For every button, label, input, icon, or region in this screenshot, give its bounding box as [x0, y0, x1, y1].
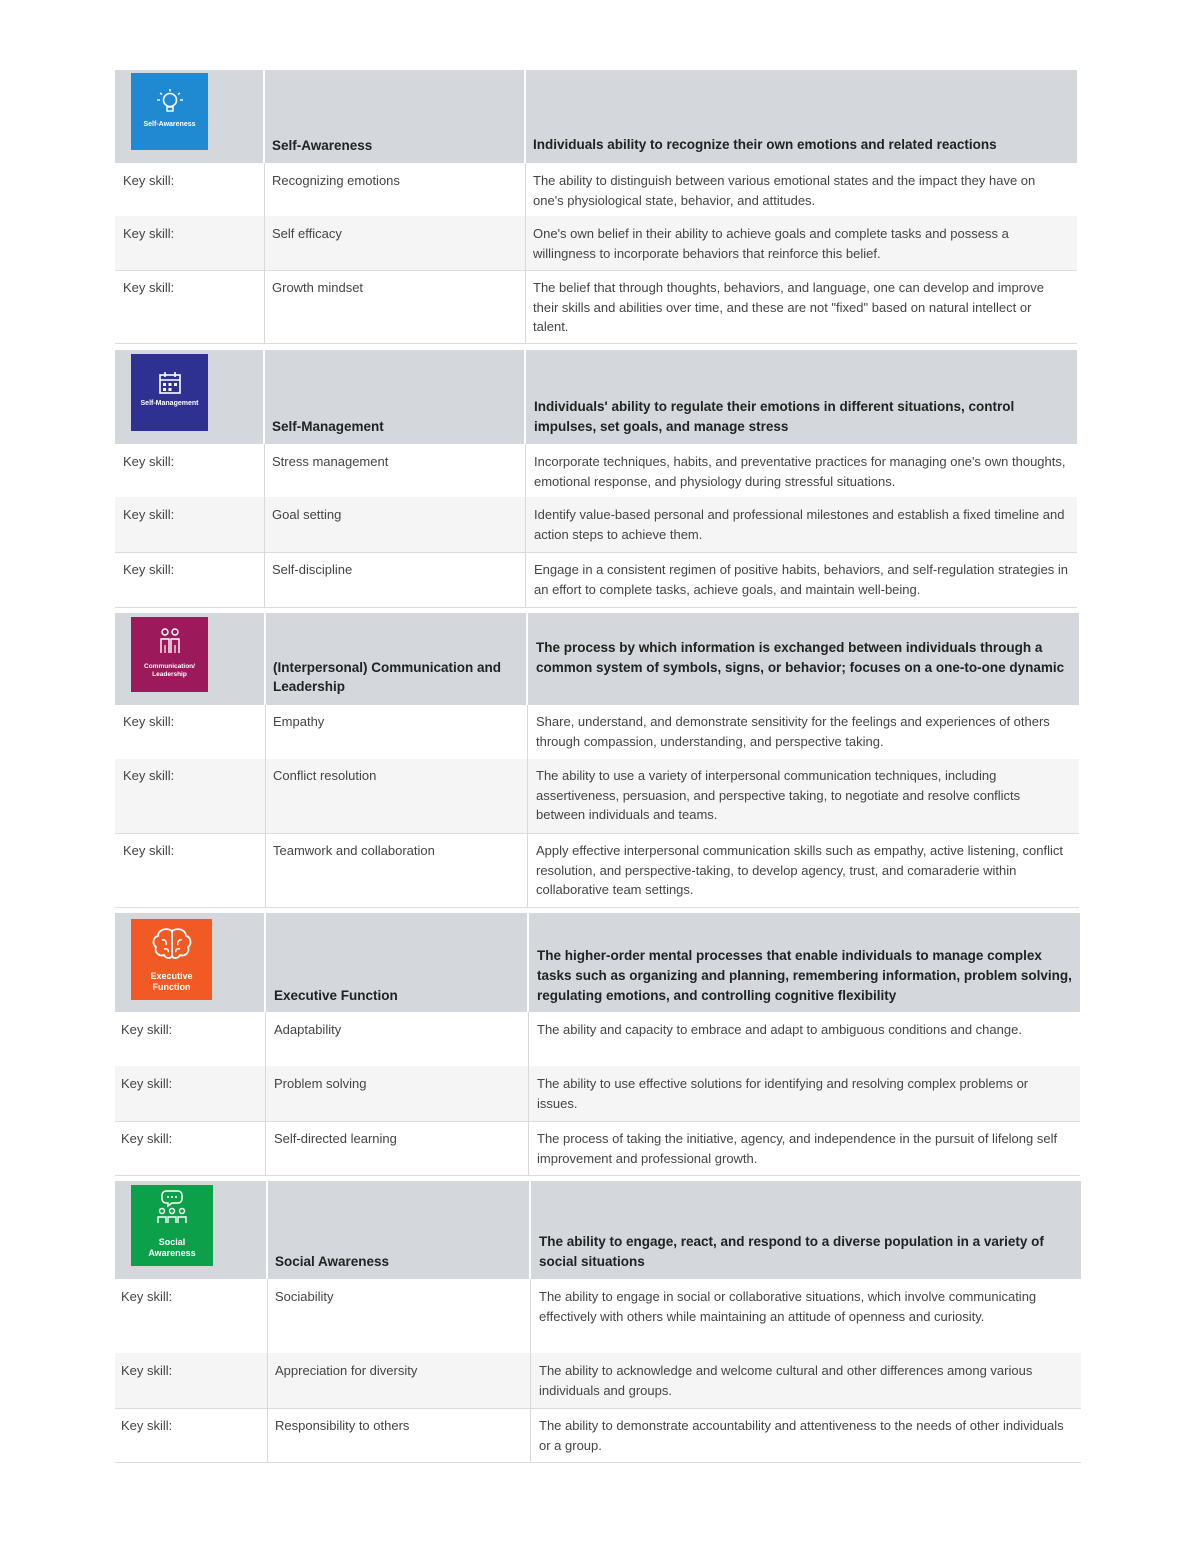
category-logo	[131, 1185, 213, 1266]
skill-name: Adaptability	[274, 1022, 342, 1037]
logo-caption: Self-Awareness	[143, 121, 196, 128]
skill-row	[115, 1066, 1080, 1122]
skill-row	[115, 552, 1077, 608]
key-skill-label: Key skill:	[123, 843, 175, 858]
category-logo	[131, 73, 208, 150]
category-name: (Interpersonal) Communication and Leadership	[273, 660, 502, 694]
skill-definition: One's own belief in their ability to achieve goals and complete tasks and possess a willingness to incorporate behaviors that reinforce this belief.	[533, 226, 1009, 261]
skill-name: Stress management	[272, 454, 389, 469]
key-skill-label: Key skill:	[121, 1418, 173, 1433]
logo-caption: Self-Management	[140, 400, 199, 407]
skill-definition: Apply effective interpersonal communication skills such as empathy, active listening, conflict resolution, and perspective-taking, to develop agency, trust, and comaraderie within collaborative team settings.	[536, 843, 1063, 897]
skill-name: Self-directed learning	[274, 1131, 397, 1146]
category-logo	[131, 919, 212, 1000]
skill-name: Conflict resolution	[273, 768, 377, 783]
category-name: Self-Awareness	[272, 138, 373, 153]
skill-row	[115, 270, 1077, 344]
category-name: Social Awareness	[275, 1254, 390, 1269]
skill-name: Problem solving	[274, 1076, 367, 1091]
category-description: Individuals ability to recognize their own emotions and related reactions	[533, 137, 997, 152]
group-chat-icon	[152, 1189, 192, 1237]
skill-definition: The ability to engage in social or collaborative situations, which involve communicating effectively with others while maintaining an attitude of openness and curiosity.	[539, 1289, 1037, 1324]
calendar-icon	[157, 370, 183, 396]
key-skill-label: Key skill:	[121, 1363, 173, 1378]
skill-row	[115, 759, 1079, 834]
skill-row	[115, 163, 1077, 217]
key-skill-label: Key skill:	[121, 1076, 173, 1091]
category-description: The ability to engage, react, and respond to a diverse population in a variety of social situations	[539, 1234, 1044, 1269]
key-skill-label: Key skill:	[123, 173, 175, 188]
key-skill-label: Key skill:	[123, 454, 175, 469]
key-skill-label: Key skill:	[123, 714, 175, 729]
skill-definition: The belief that through thoughts, behaviors, and language, one can develop and improve their skills and abilities over time, and these are not "fixed" based on natural intellect or talent.	[533, 280, 1044, 334]
skill-row	[115, 216, 1077, 271]
key-skill-label: Key skill:	[123, 768, 175, 783]
skill-row	[115, 1408, 1081, 1463]
skill-definition: The ability to use effective solutions for identifying and resolving complex problems or issues.	[537, 1076, 1029, 1111]
skill-row	[115, 1121, 1080, 1176]
logo-caption: Social Awareness	[148, 1237, 196, 1258]
key-skill-label: Key skill:	[121, 1289, 173, 1304]
skill-definition: Incorporate techniques, habits, and preventative practices for managing one's own thoughts, emotional response, and physiology during stressful situations.	[534, 454, 1066, 489]
skill-definition: Identify value-based personal and professional milestones and establish a fixed timeline and action steps to achieve them.	[534, 507, 1065, 542]
skill-definition: The ability to demonstrate accountability and attentiveness to the needs of other individuals or a group.	[539, 1418, 1064, 1453]
category-name: Self-Management	[272, 419, 384, 434]
logo-caption: Executive Function	[150, 971, 193, 992]
skill-name: Recognizing emotions	[272, 173, 400, 188]
skill-name: Self efficacy	[272, 226, 342, 241]
skill-definition: The ability to distinguish between various emotional states and the impact they have on one's physiological state, behavior, and attitudes.	[533, 173, 1036, 208]
skill-name: Responsibility to others	[275, 1418, 410, 1433]
skill-row	[115, 1353, 1081, 1409]
people-icon	[157, 627, 183, 657]
category-description: Individuals' ability to regulate their emotions in different situations, control impulses, set goals, and manage stress	[534, 399, 1015, 434]
logo-caption: Communication/ Leadership	[144, 663, 195, 678]
skill-definition: The process of taking the initiative, agency, and independence in the pursuit of lifelong self improvement and professional growth.	[537, 1131, 1058, 1166]
skill-name: Goal setting	[272, 507, 342, 522]
skill-definition: Share, understand, and demonstrate sensitivity for the feelings and experiences of others through compassion, understanding, and perspective taking.	[536, 714, 1050, 749]
skill-row	[115, 444, 1077, 498]
skill-name: Sociability	[275, 1289, 334, 1304]
category-description: The process by which information is exchanged between individuals through a common system of symbols, signs, or behavior; focuses on a one-to-one dynamic	[536, 640, 1065, 675]
category-description: The higher-order mental processes that enable individuals to manage complex tasks such as organizing and planning, remembering information, problem solving, regulating emotions, and controlling cognitive flexibility	[537, 948, 1072, 1003]
skill-name: Growth mindset	[272, 280, 364, 295]
skill-row	[115, 833, 1079, 908]
skill-row	[115, 1279, 1081, 1354]
key-skill-label: Key skill:	[123, 562, 175, 577]
brain-icon	[150, 927, 194, 963]
skill-definition: The ability and capacity to embrace and adapt to ambiguous conditions and change.	[537, 1022, 1022, 1037]
key-skill-label: Key skill:	[123, 507, 175, 522]
skill-definition: Engage in a consistent regimen of positive habits, behaviors, and self-regulation strategies in an effort to complete tasks, achieve goals, and maintain well-being.	[534, 562, 1069, 597]
key-skill-label: Key skill:	[123, 280, 175, 295]
skill-name: Empathy	[273, 714, 325, 729]
skill-row	[115, 1012, 1080, 1067]
lightbulb-icon	[155, 87, 185, 117]
category-name: Executive Function	[274, 988, 398, 1003]
key-skill-label: Key skill:	[123, 226, 175, 241]
skill-definition: The ability to use a variety of interpersonal communication techniques, including assertiveness, persuasion, and perspective taking, to negotiate and resolve conflicts between individuals and teams.	[536, 768, 1021, 822]
skill-name: Appreciation for diversity	[275, 1363, 418, 1378]
skill-name: Teamwork and collaboration	[273, 843, 435, 858]
key-skill-label: Key skill:	[121, 1022, 173, 1037]
skill-row	[115, 705, 1079, 760]
skill-row	[115, 497, 1077, 553]
skill-definition: The ability to acknowledge and welcome cultural and other differences among various individuals and groups.	[539, 1363, 1033, 1398]
category-logo	[131, 617, 208, 692]
key-skill-label: Key skill:	[121, 1131, 173, 1146]
category-logo	[131, 354, 208, 431]
skill-name: Self-discipline	[272, 562, 353, 577]
